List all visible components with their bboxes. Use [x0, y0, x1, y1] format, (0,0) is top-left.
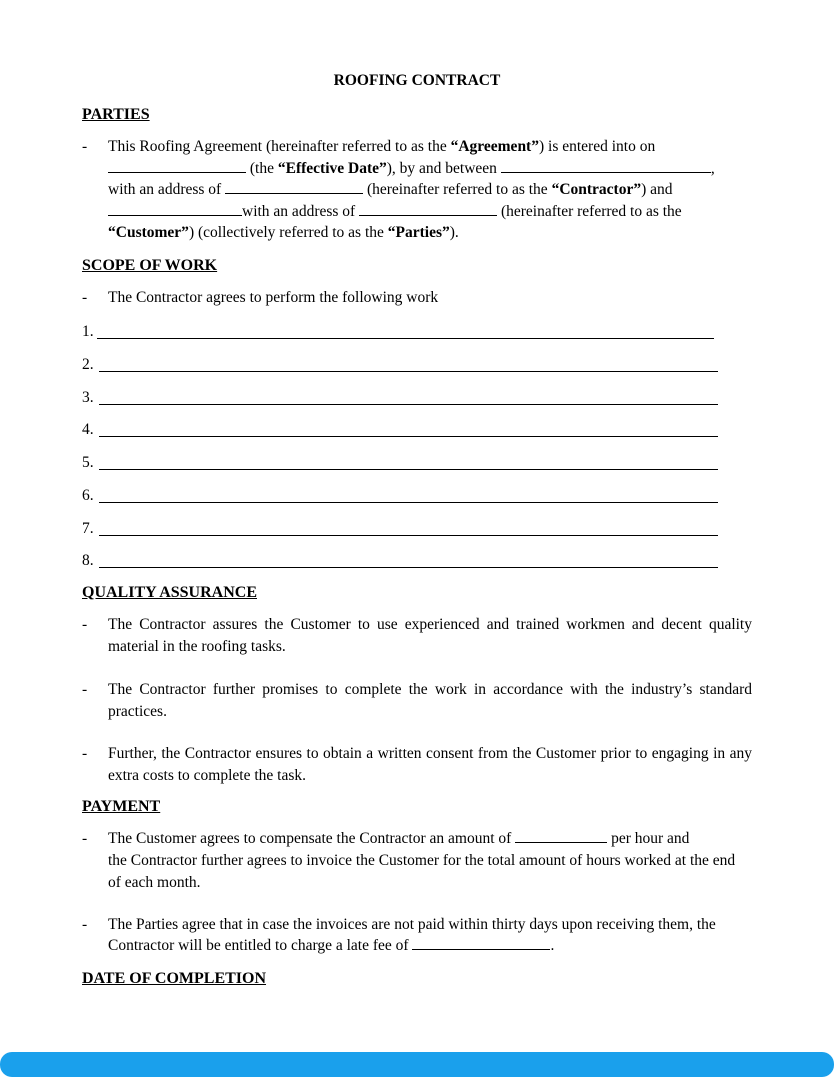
scope-item[interactable]	[82, 550, 718, 572]
bullet-dash: -	[82, 681, 88, 698]
bullet-dash: -	[82, 289, 88, 306]
quality-bullet-1: - The Contractor assures the Customer to use experienced and trained workmen and decent quality material in the roofing tasks.	[82, 616, 752, 655]
scope-item-number: 2.	[82, 356, 94, 373]
scope-item-number: 5.	[82, 454, 94, 471]
heading-date-of-completion: DATE OF COMPLETION	[82, 970, 267, 987]
effective-date-blank[interactable]	[108, 158, 246, 173]
bullet-dash: -	[82, 916, 88, 933]
payment-bullet-1: - The Customer agrees to compensate the Contractor an amount of per hour and the Contractor further agrees to invoice the Customer for the total amount of hours worked at the end of each month.	[82, 830, 736, 891]
scope-item[interactable]	[82, 485, 718, 507]
scope-item[interactable]	[82, 452, 718, 474]
parties-paragraph: - This Roofing Agreement (hereinafter referred to as the “Agreement”) is entered into on (the “Effective Date”), by and between , with an address of (hereinafter referred to as the “Contractor”) and with an address of (hereinafter referred to as the “Customer”) (collectively referred to as the “Parties”).	[82, 138, 715, 241]
customer-name-blank[interactable]	[108, 201, 242, 216]
payment-bullet-2: - The Parties agree that in case the invoices are not paid within thirty days upon receiving them, the Contractor will be entitled to charge a late fee of .	[82, 916, 716, 954]
scope-item-number: 4.	[82, 421, 94, 438]
heading-parties: PARTIES	[82, 106, 150, 123]
customer-address-blank[interactable]	[359, 201, 497, 216]
scope-item[interactable]	[82, 419, 718, 441]
scope-item-number: 7.	[82, 520, 94, 537]
scope-item-number: 3.	[82, 389, 94, 406]
document-title: ROOFING CONTRACT	[333, 72, 501, 89]
bullet-dash: -	[82, 138, 88, 155]
footer-accent-bar	[0, 1052, 834, 1077]
bullet-dash: -	[82, 830, 88, 847]
quality-bullet-3: - Further, the Contractor ensures to obtain a written consent from the Customer prior to engaging in any extra costs to complete the task.	[82, 745, 752, 784]
quality-bullet-2: - The Contractor further promises to complete the work in accordance with the industry’s standard practices.	[82, 681, 752, 720]
scope-item-number: 8.	[82, 552, 94, 569]
scope-item[interactable]	[82, 321, 714, 343]
heading-quality-assurance: QUALITY ASSURANCE	[82, 584, 257, 601]
contractor-address-blank[interactable]	[225, 179, 363, 194]
scope-item-number: 6.	[82, 487, 94, 504]
scope-item[interactable]	[82, 518, 718, 540]
heading-scope-of-work: SCOPE OF WORK	[82, 257, 218, 274]
late-fee-blank[interactable]	[412, 935, 550, 950]
heading-payment: PAYMENT	[82, 798, 161, 815]
scope-item-number: 1.	[82, 323, 94, 340]
bullet-dash: -	[82, 745, 88, 762]
contractor-name-blank[interactable]	[501, 158, 711, 173]
bullet-dash: -	[82, 616, 88, 633]
hourly-rate-blank[interactable]	[515, 828, 607, 843]
scope-item[interactable]	[82, 387, 718, 409]
scope-intro: - The Contractor agrees to perform the following work	[82, 289, 439, 306]
scope-item[interactable]	[82, 354, 718, 376]
